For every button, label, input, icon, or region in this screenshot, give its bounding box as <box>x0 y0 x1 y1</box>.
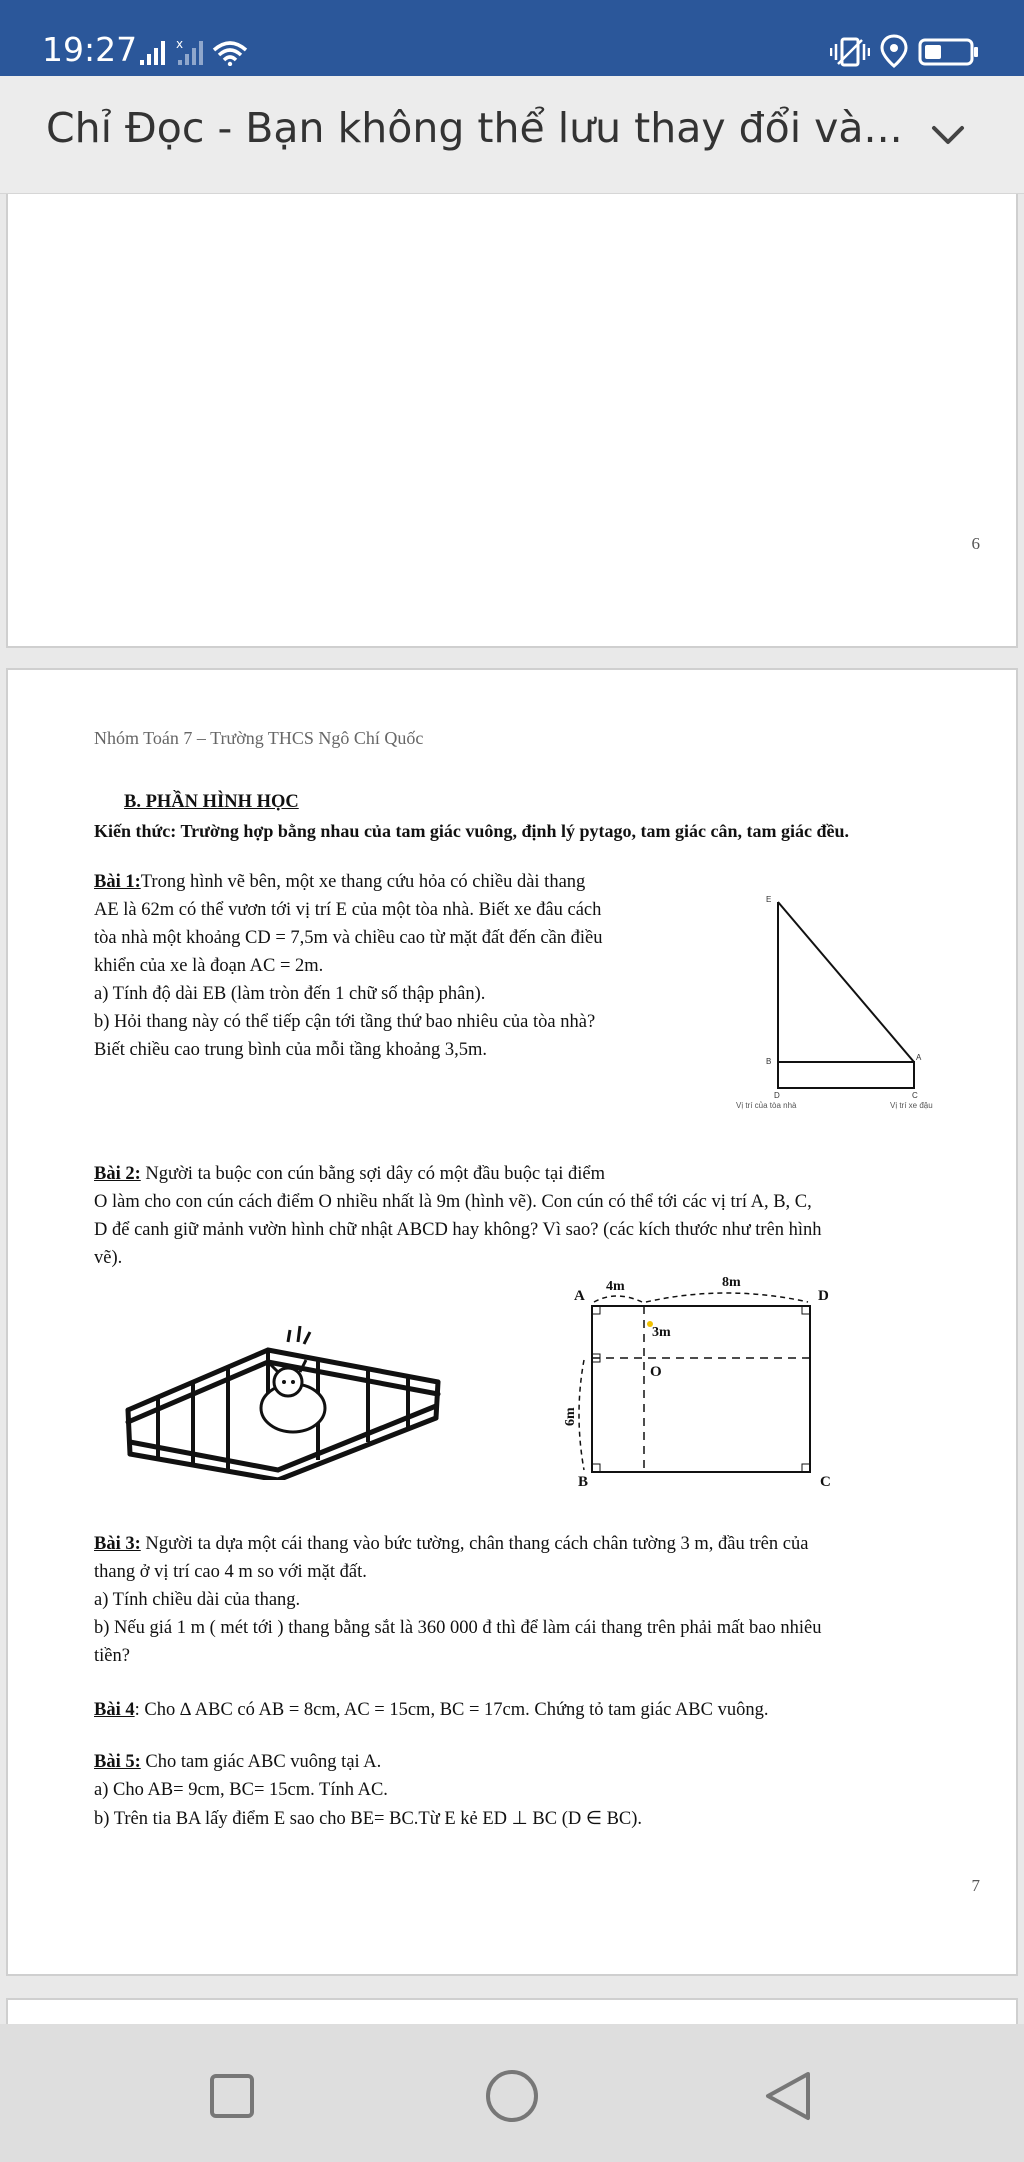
exercise-1-line-3: tòa nhà một khoảng CD = 7,5m và chiều cao từ mặt đất đến cần điều <box>94 928 603 948</box>
page-number: 7 <box>971 1876 980 1895</box>
chevron-down-icon[interactable] <box>928 120 968 150</box>
recents-square-icon[interactable] <box>208 2072 256 2120</box>
exercise-5-line-3: b) Trên tia BA lấy điểm E sao cho BE= BC.Từ E kẻ ED ⊥ BC (D ∈ BC). <box>94 1809 643 1829</box>
read-only-banner[interactable] <box>0 76 1024 194</box>
exercise-5-line-1: Bài 5: Cho tam giác ABC vuông tại A. <box>94 1752 382 1772</box>
signal-icon <box>138 36 256 66</box>
status-bar <box>0 0 1024 76</box>
exercise-3-line-5: tiền? <box>94 1646 130 1666</box>
label-b: B <box>766 1057 772 1066</box>
location-icon <box>880 34 908 68</box>
exercise-3-line-3: a) Tính chiều dài của thang. <box>94 1590 301 1610</box>
page-header: Nhóm Toán 7 – Trường THCS Ngô Chí Quốc <box>94 728 424 748</box>
exercise-1-line-4: khiển của xe là đoạn AC = 2m. <box>94 956 324 976</box>
exercise-1-line-7: Biết chiều cao trung bình của mỗi tầng khoảng 3,5m. <box>94 1040 488 1060</box>
dog-fence-illustration <box>118 1310 448 1480</box>
section-title: B. PHẦN HÌNH HỌC <box>124 792 299 812</box>
exercise-3-line-4: b) Nếu giá 1 m ( mét tới ) thang bằng sắt là 360 000 đ thì để làm cái thang trên phải mất bao nhiêu <box>94 1618 822 1638</box>
exercise-1-line-5: a) Tính độ dài EB (làm tròn đến 1 chữ số thập phân). <box>94 984 486 1004</box>
vibrate-icon <box>830 36 870 68</box>
label-c: C <box>912 1091 918 1100</box>
label-d: D <box>774 1091 780 1100</box>
caption-truck: Vị trí xe đậu <box>890 1101 933 1110</box>
knowledge-line: Kiến thức: Trường hợp bằng nhau của tam giác vuông, định lý pytago, tam giác cân, tam giác đều. <box>94 821 849 841</box>
exercise-2-line-1: Bài 2: Người ta buộc con cún bằng sợi dây có một đầu buộc tại điểm <box>94 1164 605 1184</box>
label-a: A <box>574 1288 585 1304</box>
exercise-1-line-6: b) Hỏi thang này có thể tiếp cận tới tầng thứ bao nhiêu của tòa nhà? <box>94 1012 596 1032</box>
exercise-2-line-3: D để canh giữ mảnh vườn hình chữ nhật ABCD hay không? Vì sao? (các kích thước như trên hình <box>94 1220 822 1240</box>
fire-ladder-figure <box>726 888 966 1128</box>
system-nav-bar <box>0 2024 1024 2162</box>
home-circle-icon[interactable] <box>484 2068 540 2124</box>
exercise-2-line-2: O làm cho con cún cách điểm O nhiều nhất là 9m (hình vẽ). Con cún có thể tới các vị trí A, B, C, <box>94 1192 812 1212</box>
page-number: 6 <box>971 534 980 553</box>
exercise-1-line-2: AE là 62m có thể vươn tới vị trí E của một tòa nhà. Biết xe đâu cách <box>94 900 602 920</box>
label-e: E <box>766 895 772 904</box>
dimension-8m: 8m <box>722 1275 741 1290</box>
svg-text:x: x <box>176 37 184 51</box>
battery-icon <box>918 38 980 66</box>
back-triangle-icon[interactable] <box>762 2070 814 2122</box>
page-8 <box>6 1998 1018 2024</box>
document-title: Chỉ Đọc - Bạn không thể lưu thay đổi và... <box>46 104 903 152</box>
exercise-3-line-1: Bài 3: Người ta dựa một cái thang vào bức tường, chân thang cách chân tường 3 m, đầu trên của <box>94 1534 809 1554</box>
page-6 <box>6 194 1018 648</box>
dimension-4m: 4m <box>606 1279 625 1294</box>
label-o: O <box>650 1364 662 1380</box>
caption-building: Vị trí của tòa nhà <box>736 1101 797 1110</box>
dimension-3m: 3m <box>652 1325 671 1340</box>
clock-time: 19:27 <box>42 30 138 69</box>
label-d: D <box>818 1288 829 1304</box>
label-c: C <box>820 1474 831 1490</box>
exercise-4-line: Bài 4: Cho ∆ ABC có AB = 8cm, AC = 15cm, BC = 17cm. Chứng tỏ tam giác ABC vuông. <box>94 1700 769 1720</box>
exercise-5-line-2: a) Cho AB= 9cm, BC= 15cm. Tính AC. <box>94 1780 388 1800</box>
label-b: B <box>578 1474 589 1490</box>
exercise-2-line-4: vẽ). <box>94 1248 123 1268</box>
document-viewer[interactable] <box>0 194 1024 2024</box>
dimension-6m: 6m <box>563 1407 578 1426</box>
exercise-3-line-2: thang ở vị trí cao 4 m so với mặt đất. <box>94 1562 367 1582</box>
page-7 <box>6 668 1018 1976</box>
garden-rectangle-figure <box>554 1274 854 1500</box>
exercise-1-line-1: Bài 1:Trong hình vẽ bên, một xe thang cứu hỏa có chiều dài thang <box>94 872 586 892</box>
label-a: A <box>916 1053 922 1062</box>
